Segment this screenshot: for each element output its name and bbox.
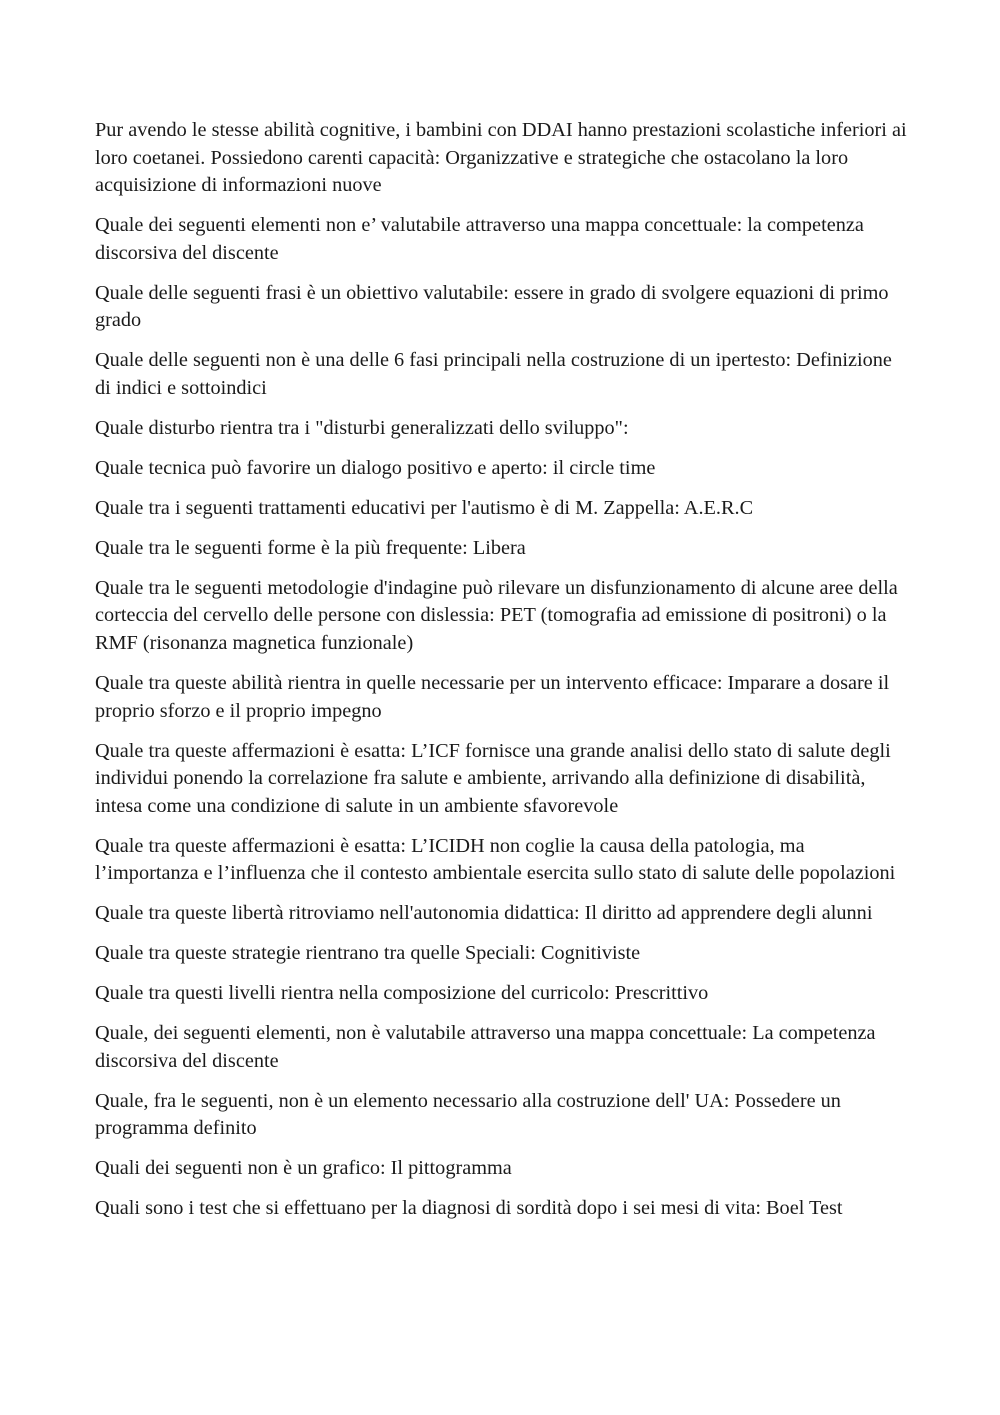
paragraph-pittogramma: Quali dei seguenti non è un grafico: Il pittogramma [95, 1157, 512, 1180]
paragraph-mappa-concettuale-2: Quale, dei seguenti elementi, non è valutabile attraverso una mappa concettuale: La competenza discorsiva del discente [95, 1022, 876, 1072]
paragraph-intervento-efficace: Quale tra queste abilità rientra in quelle necessarie per un intervento efficace: Imparare a dosare il proprio sforzo e il proprio impegno [95, 672, 890, 722]
paragraph-circle-time: Quale tecnica può favorire un dialogo positivo e aperto: il circle time [95, 456, 656, 479]
paragraph-mappa-concettuale: Quale dei seguenti elementi non e’ valutabile attraverso una mappa concettuale: la competenza discorsiva del discente [95, 214, 864, 264]
paragraph-boel-test: Quali sono i test che si effettuano per la diagnosi di sordità dopo i sei mesi di vita: Boel Test [95, 1197, 843, 1220]
document-body [95, 117, 907, 1235]
paragraph-disturbi-generalizzati: Quale disturbo rientra tra i "disturbi generalizzati dello sviluppo": [95, 416, 629, 439]
paragraph-unita-apprendimento: Quale, fra le seguenti, non è un elemento necessario alla costruzione dell' UA: Possedere un programma definito [95, 1089, 841, 1140]
paragraph-autonomia-didattica: Quale tra queste libertà ritroviamo nell'autonomia didattica: Il diritto ad apprendere degli alunni [95, 902, 873, 925]
paragraph-icf: Quale tra queste affermazioni è esatta: L’ICF fornisce una grande analisi dello stato di salute degli individui ponendo la correlazione fra salute e ambiente, arrivando alla definizione di disabilità, intesa come una condizione di salute in un ambiente sfavorevole [95, 739, 891, 817]
paragraph-forma-frequente: Quale tra le seguenti forme è la più frequente: Libera [95, 536, 526, 559]
paragraph-ipertesto: Quale delle seguenti non è una delle 6 fasi principali nella costruzione di un ipertesto: Definizione di indici e sottoindici [95, 349, 892, 399]
paragraph-ddai: Pur avendo le stesse abilità cognitive, i bambini con DDAI hanno prestazioni scolastiche inferiori ai loro coetanei. Possiedono carenti capacità: Organizzative e strategiche che ostacolano la loro acquisizione di informazioni nuove [95, 119, 907, 197]
paragraph-obiettivo-valutabile: Quale delle seguenti frasi è un obiettivo valutabile: essere in grado di svolgere equazioni di primo grado [95, 281, 889, 332]
paragraph-dislessia-indagine: Quale tra le seguenti metodologie d'indagine può rilevare un disfunzionamento di alcune aree della corteccia del cervello delle persone con dislessia: PET (tomografia ad emissione di positroni) o la RMF (risonanza magnetica funzionale) [95, 576, 898, 655]
paragraph-icidh: Quale tra queste affermazioni è esatta: L’ICIDH non coglie la causa della patologia, ma l’importanza e l’influenza che il contesto ambientale esercita sullo stato di salute delle popolazioni [95, 834, 896, 885]
paragraph-zappella: Quale tra i seguenti trattamenti educativi per l'autismo è di M. Zappella: A.E.R.C [95, 496, 754, 519]
paragraph-strategie-speciali: Quale tra queste strategie rientrano tra quelle Speciali: Cognitiviste [95, 942, 641, 965]
paragraph-curricolo: Quale tra questi livelli rientra nella composizione del curricolo: Prescrittivo [95, 982, 709, 1005]
